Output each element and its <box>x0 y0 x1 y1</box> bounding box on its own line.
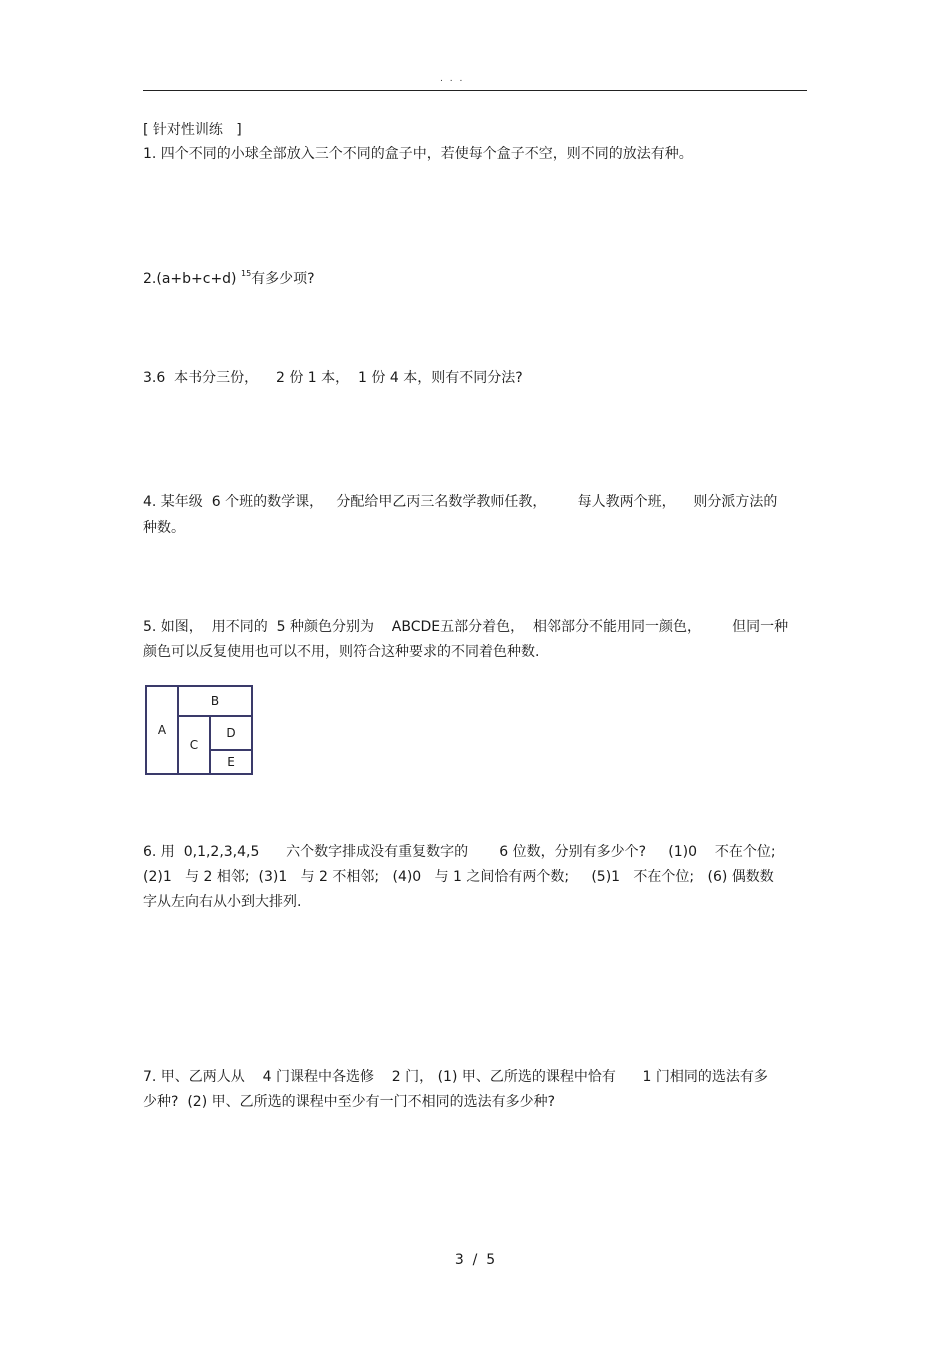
question-6-line-2: (2)1 与 2 相邻; (3)1 与 2 不相邻; (4)0 与 1 之间恰有两个数; (5)1 不在个位; (6) 偶数数 <box>143 869 774 885</box>
region-b: B <box>177 685 253 717</box>
page-number: 3 / 5 <box>454 1252 496 1268</box>
question-6-line-1: 6. 用 0,1,2,3,4,5 六个数字排成没有重复数字的 6 位数，分别有多少个? (1)0 不在个位; <box>143 844 776 860</box>
question-4-line-2: 种数。 <box>143 520 185 536</box>
coloring-figure <box>145 685 253 775</box>
section-title: [ 针对性训练 ] <box>143 122 242 138</box>
question-7-line-1: 7. 甲、乙两人从 4 门课程中各选修 2 门， (1) 甲、乙所选的课程中恰有 1 门相同的选法有多 <box>143 1069 768 1085</box>
region-e: E <box>209 749 253 775</box>
region-a: A <box>145 685 179 775</box>
question-2-exponent: 15 <box>240 269 252 278</box>
region-c: C <box>177 715 211 775</box>
question-2-expression: 2.(a+b+c+d) <box>143 271 237 287</box>
question-4-line-1: 4. 某年级 6 个班的数学课， 分配给甲乙丙三名数学教师任教， 每人教两个班， 则分派方法的 <box>143 494 778 510</box>
question-5-line-2: 颜色可以反复使用也可以不用，则符合这种要求的不同着色种数. <box>143 644 540 660</box>
question-7-line-2: 少种? (2) 甲、乙所选的课程中至少有一门不相同的选法有多少种? <box>143 1094 556 1110</box>
question-2 <box>143 270 315 290</box>
question-6-line-3: 字从左向右从小到大排列. <box>143 894 302 910</box>
question-1: 1. 四个不同的小球全部放入三个不同的盒子中，若使每个盒子不空，则不同的放法有种。 <box>143 146 693 162</box>
question-2-text: 有多少项? <box>251 271 315 287</box>
header-mark: . . . <box>440 74 465 84</box>
question-5-line-1: 5. 如图， 用不同的 5 种颜色分别为 ABCDE五部分着色， 相邻部分不能用同一颜色， 但同一种 <box>143 619 789 635</box>
header-rule <box>143 90 807 91</box>
region-d: D <box>209 715 253 751</box>
question-3: 3.6 本书分三份， 2 份 1 本， 1 份 4 本，则有不同分法? <box>143 370 523 386</box>
